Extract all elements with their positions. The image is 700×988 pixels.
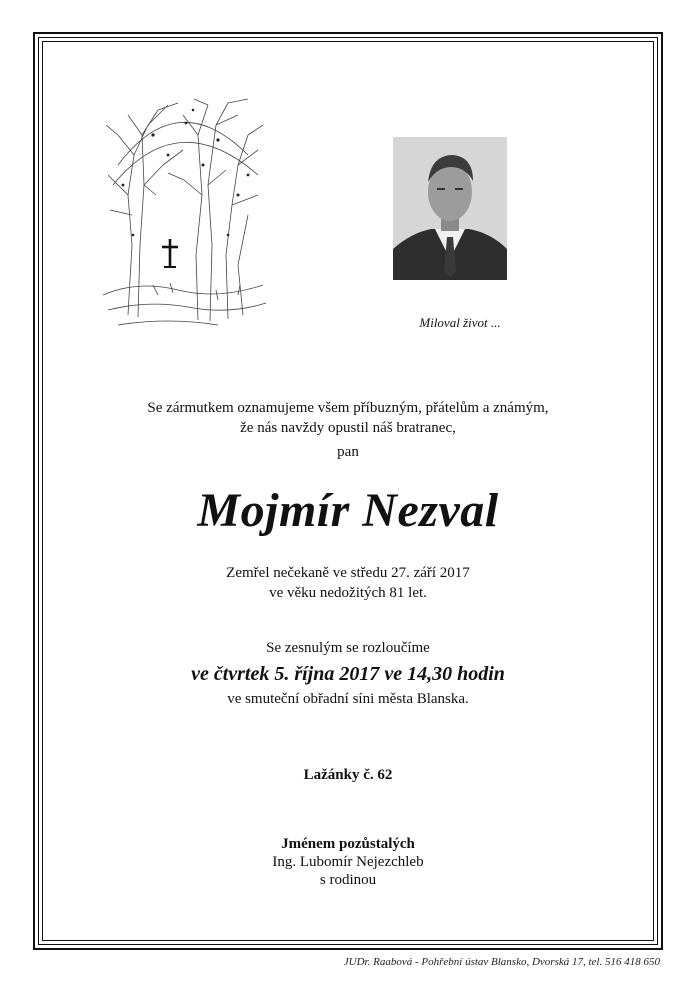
intro-line-2: že nás navždy opustil náš bratranec, xyxy=(240,420,456,436)
funeral-service-footer: JUDr. Raabová - Pohřební ústav Blansko, Dvorská 17, tel. 516 418 650 xyxy=(343,956,660,968)
farewell-date: ve čtvrtek 5. října 2017 ve 14,30 hodin xyxy=(191,663,505,685)
address: Lažánky č. 62 xyxy=(303,767,393,783)
trees-cross-icon xyxy=(98,95,270,333)
death-line-1: Zemřel nečekaně ve středu 27. září 2017 xyxy=(226,565,470,581)
intro-line-1: Se zármutkem oznamujeme všem příbuzným, přátelům a známým, xyxy=(147,400,549,416)
intro-line-3: pan xyxy=(337,444,359,460)
death-line-2: ve věku nedožitých 81 let. xyxy=(269,585,427,601)
signatories-line-3: s rodinou xyxy=(319,872,377,888)
signatories-line-2: Ing. Lubomír Nejezchleb xyxy=(272,854,424,870)
deceased-name: Mojmír Nezval xyxy=(197,484,499,537)
farewell-place: ve smuteční obřadní síni města Blanska. xyxy=(227,691,469,707)
portrait-photo xyxy=(393,137,507,280)
motto: Miloval život ... xyxy=(419,315,501,330)
signatories-line-1: Jménem pozůstalých xyxy=(281,836,415,852)
portrait-photo-icon xyxy=(393,137,507,280)
farewell-line-1: Se zesnulým se rozloučíme xyxy=(266,640,430,656)
